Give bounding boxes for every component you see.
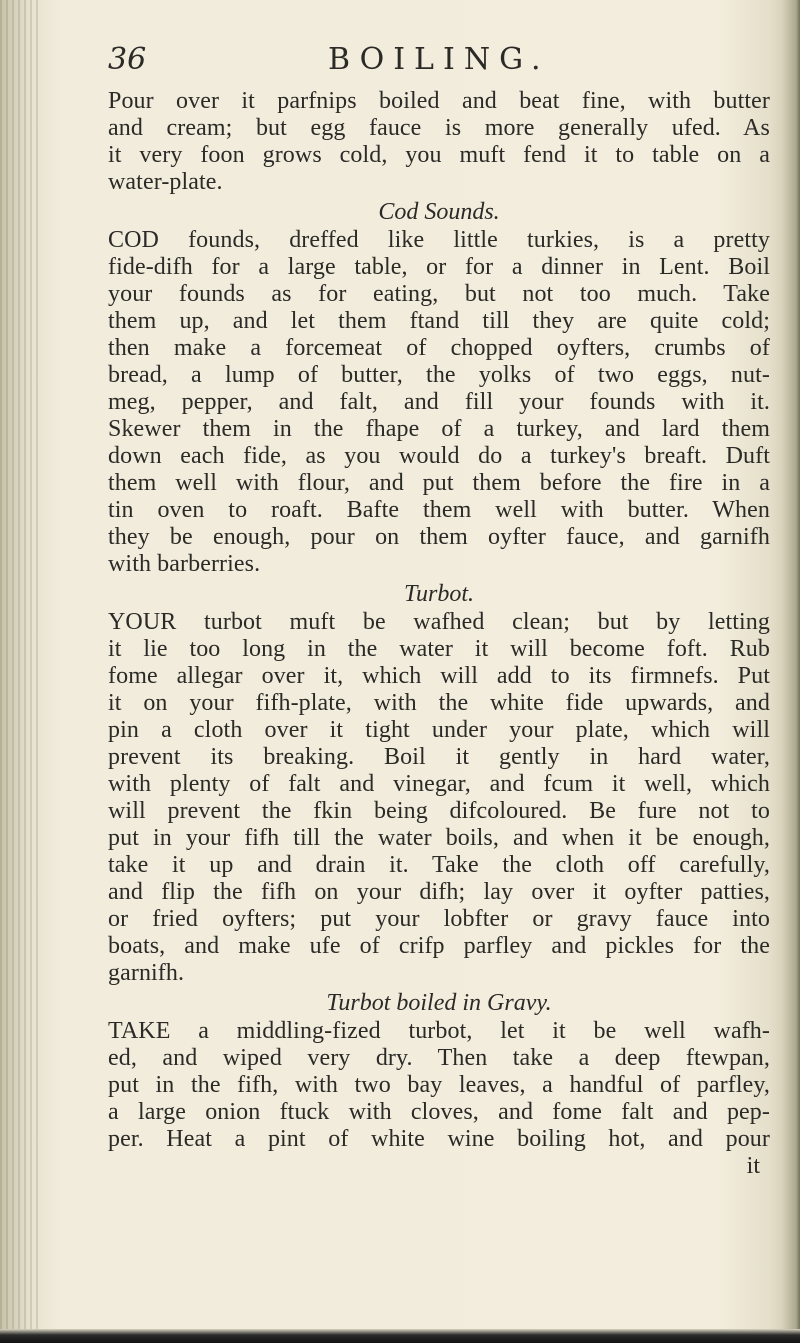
text-line: they be enough, pour on them oyfter fauce, and garnifh xyxy=(108,524,770,550)
page-bottom-edge xyxy=(0,1329,800,1343)
catchword: it xyxy=(746,1153,760,1179)
page-binding-shadow xyxy=(0,0,38,1343)
text-line: meg, pepper, and falt, and fill your founds with it. xyxy=(108,389,770,415)
section-heading: Cod Sounds. xyxy=(378,199,500,225)
section-heading: Turbot boiled in Gravy. xyxy=(326,990,552,1016)
section-heading: Turbot. xyxy=(403,581,475,607)
text-line: will prevent the fkin being difcoloured. Be fure not to xyxy=(108,798,770,824)
text-line: YOUR turbot muft be wafhed clean; but by letting xyxy=(108,609,770,635)
text-line: Pour over it parfnips boiled and beat fine, with butter xyxy=(108,88,770,114)
text-line: fome allegar over it, which will add to its firmnefs. Put xyxy=(108,663,770,689)
section-turbot xyxy=(108,580,770,987)
text-line: take it up and drain it. Take the cloth off carefully, xyxy=(108,852,770,878)
text-line: put in your fifh till the water boils, and when it be enough, xyxy=(108,825,770,851)
text-line: tin oven to roaft. Bafte them well with butter. When xyxy=(108,497,770,523)
text-line: and cream; but egg fauce is more generally ufed. As xyxy=(108,115,770,141)
text-line: water-plate. xyxy=(108,169,223,195)
running-head: BOILING. xyxy=(328,42,550,77)
page-content xyxy=(108,40,770,1180)
text-line: with plenty of falt and vinegar, and fcum it well, which xyxy=(108,771,770,797)
text-line: them well with flour, and put them before the fire in a xyxy=(108,470,770,496)
text-line: garnifh. xyxy=(108,960,185,986)
text-line: a large onion ftuck with cloves, and fome falt and pep- xyxy=(108,1099,770,1125)
text-line: fide-difh for a large table, or for a dinner in Lent. Boil xyxy=(108,254,770,280)
text-line: it on your fifh-plate, with the white fide upwards, and xyxy=(108,690,770,716)
text-line: per. Heat a pint of white wine boiling hot, and pour xyxy=(108,1126,770,1152)
text-line: them up, and let them ftand till they are quite cold; xyxy=(108,308,770,334)
text-line: your founds as for eating, but not too much. Take xyxy=(108,281,770,307)
text-line: COD founds, dreffed like little turkies, is a pretty xyxy=(108,227,770,253)
text-line: put in the fifh, with two bay leaves, a handful of parfley, xyxy=(108,1072,770,1098)
text-line: or fried oyfters; put your lobfter or gravy fauce into xyxy=(108,906,770,932)
text-line: it very foon grows cold, you muft fend it to table on a xyxy=(108,142,770,168)
text-line: pin a cloth over it tight under your plate, which will xyxy=(108,717,770,743)
text-line: prevent its breaking. Boil it gently in hard water, xyxy=(108,744,770,770)
text-line: Skewer them in the fhape of a turkey, and lard them xyxy=(108,416,770,442)
text-line: it lie too long in the water it will become foft. Rub xyxy=(108,636,770,662)
text-line: and flip the fifh on your difh; lay over it oyfter patties, xyxy=(108,879,770,905)
text-line: with barberries. xyxy=(108,551,261,577)
section-cod-sounds xyxy=(108,198,770,578)
intro-paragraph xyxy=(108,88,770,196)
text-line: then make a forcemeat of chopped oyfters, crumbs of xyxy=(108,335,770,361)
section-turbot-boiled-in-gravy xyxy=(108,989,770,1153)
page-number: 36 xyxy=(108,42,147,77)
text-line: ed, and wiped very dry. Then take a deep ftewpan, xyxy=(108,1045,770,1071)
text-line: bread, a lump of butter, the yolks of two eggs, nut- xyxy=(108,362,770,388)
text-line: boats, and make ufe of crifp parfley and pickles for the xyxy=(108,933,770,959)
page-edge-shadow xyxy=(782,0,800,1343)
page-header xyxy=(108,40,770,88)
text-line: TAKE a middling-fized turbot, let it be well wafh- xyxy=(108,1018,770,1044)
text-line: down each fide, as you would do a turkey's breaft. Duft xyxy=(108,443,770,469)
